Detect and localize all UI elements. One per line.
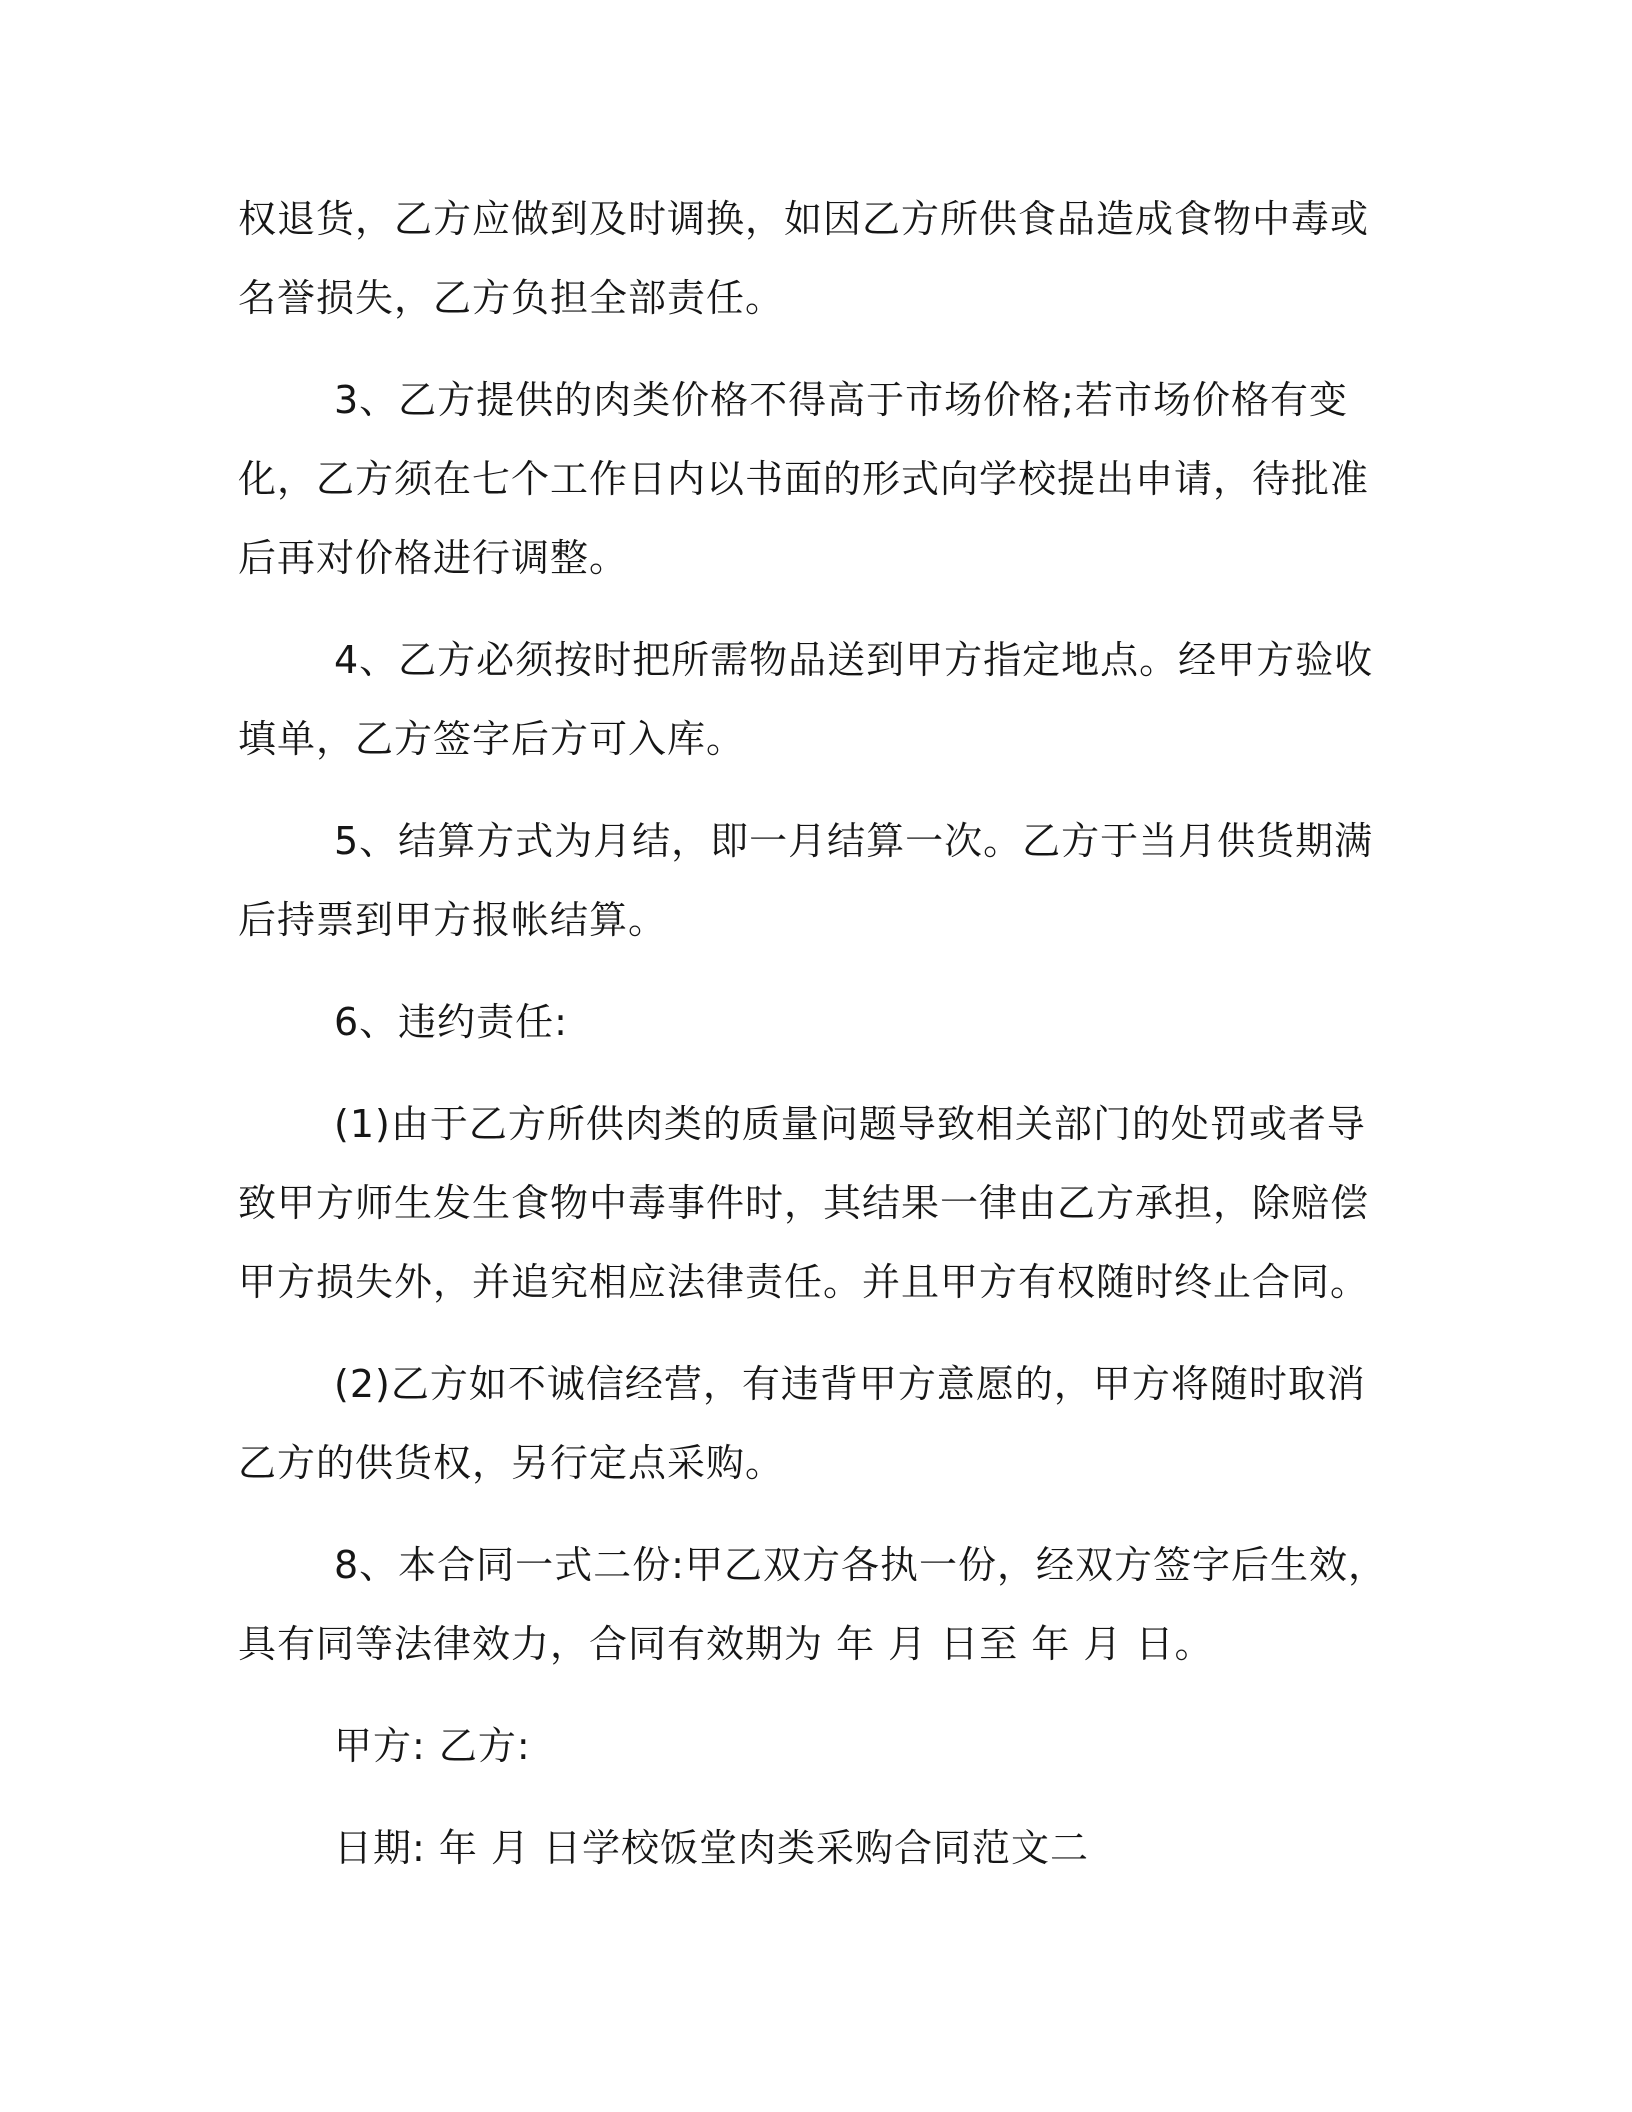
signature-parties: 甲方: 乙方: xyxy=(334,1724,531,1768)
clause-6-heading: 6、违约责任: xyxy=(334,1000,568,1044)
clause-3: 3、乙方提供的肉类价格不得高于市场价格;若市场价格有变化，乙方须在七个工作日内以书面的形式向学校提出申请，待批准后再对价格进行调整。 xyxy=(238,378,1370,580)
clause-4: 4、乙方必须按时把所需物品送到甲方指定地点。经甲方验收填单，乙方签字后方可入库。 xyxy=(238,638,1374,761)
clause-5: 5、结算方式为月结，即一月结算一次。乙方于当月供货期满后持票到甲方报帐结算。 xyxy=(238,819,1374,942)
paragraph-continuation: 权退货，乙方应做到及时调换，如因乙方所供食品造成食物中毒或名誉损失，乙方负担全部责任。 xyxy=(238,197,1370,320)
clause-8: 8、本合同一式二份:甲乙双方各执一份，经双方签字后生效，具有同等法律效力，合同有效期为 年 月 日至 年 月 日。 xyxy=(238,1543,1387,1666)
clause-6-item-2: (2)乙方如不诚信经营，有违背甲方意愿的，甲方将随时取消乙方的供货权，另行定点采购。 xyxy=(238,1362,1366,1485)
clause-6-item-1: (1)由于乙方所供肉类的质量问题导致相关部门的处罚或者导致甲方师生发生食物中毒事件时，其结果一律由乙方承担，除赔偿甲方损失外，并追究相应法律责任。并且甲方有权随时终止合同。 xyxy=(238,1102,1370,1304)
document-body xyxy=(238,180,1398,1911)
date-line: 日期: 年 月 日学校饭堂肉类采购合同范文二 xyxy=(334,1826,1090,1870)
